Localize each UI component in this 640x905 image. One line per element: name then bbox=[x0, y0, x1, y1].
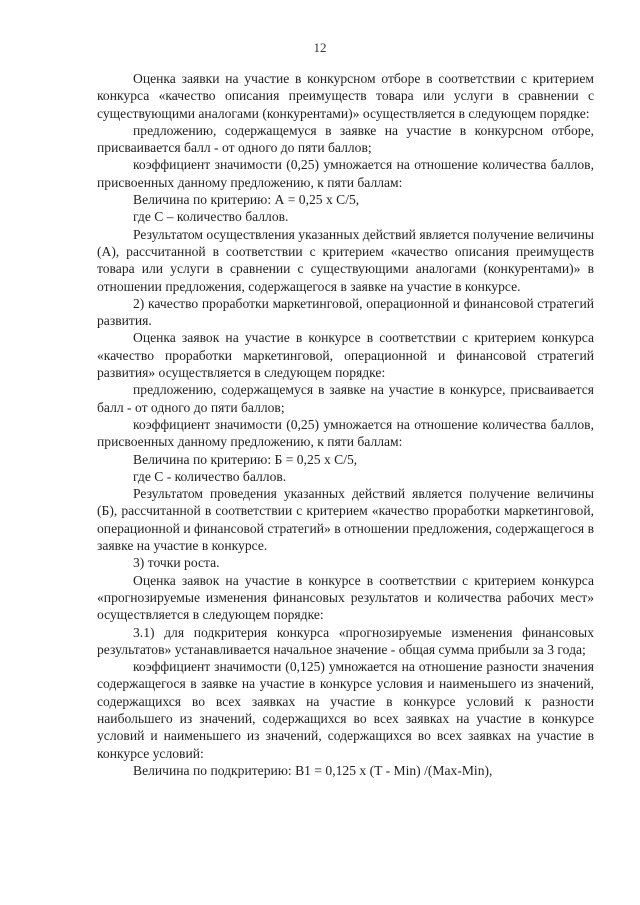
formula-criterion-a: Величина по критерию: А = 0,25 x С/5, bbox=[133, 192, 360, 208]
document-body bbox=[97, 70, 594, 779]
paragraph-subcriterion-coefficient: коэффициент значимости (0,125) умножается на отношение разности значения содержащегося в заявке на участие в конкурсе условия и наименьшего из значений, содержащихся во всех заявках на участие в конкурсе условий к разности наибольшего из значений, содержащихся во всех заявках на участие в конкурсе условий и наименьшего из значений, содержащихся во всех заявках на участие в конкурсе условий: bbox=[97, 659, 594, 761]
paragraph-points-assignment: предложению, содержащемуся в заявке на участие в конкурсе, присваивается балл - от одного до пяти баллов; bbox=[97, 382, 594, 415]
list-item-growth-points: 3) точки роста. bbox=[133, 555, 220, 571]
formula-criterion-b: Величина по критерию: Б = 0,25 x С/5, bbox=[133, 451, 358, 467]
paragraph-criterion-b-result: Результатом проведения указанных действий является получение величины (Б), рассчитанной в соответствии с критерием «качество проработки маркетинговой, операционной и финансовой стратегий» в отношении предложения, содержащегося в заявке на участие в конкурсе. bbox=[97, 486, 594, 554]
paragraph-subcriterion-3-1: 3.1) для подкритерия конкурса «прогнозируемые изменения финансовых результатов» устанавливается начальное значение - общая сумма прибыли за 3 года; bbox=[97, 624, 594, 657]
paragraph-criterion-v-intro: Оценка заявок на участие в конкурсе в соответствии с критерием конкурса «прогнозируемые изменения финансовых результатов и количества рабочих мест» осуществляется в следующем порядке: bbox=[97, 572, 594, 623]
formula-subcriterion-v1: Величина по подкритерию: В1 = 0,125 x (T - Min) /(Max-Min), bbox=[133, 762, 493, 778]
paragraph-criterion-a-result: Результатом осуществления указанных действий является получение величины (А), рассчитанной в соответствии с критерием «качество описания преимуществ товара или услуги в сравнении с существующими аналогами (конкурентами)» в отношении предложения, содержащегося в заявке на участие в конкурсе. bbox=[97, 226, 594, 294]
paragraph-criterion-a-intro: Оценка заявки на участие в конкурсном отборе в соответствии с критерием конкурса «качество описания преимуществ товара или услуги в сравнении с существующими аналогами (конкурентами)» осуществляется в следующем порядке: bbox=[97, 71, 594, 121]
page-number: 12 bbox=[313, 40, 327, 55]
formula-legend-c: где С – количество баллов. bbox=[133, 209, 289, 225]
paragraph-criterion-b-intro: Оценка заявок на участие в конкурсе в соответствии с критерием конкурса «качество проработки маркетинговой, операционной и финансовой стратегий развития» осуществляется в следующем порядке: bbox=[97, 330, 594, 381]
list-item-strategies: 2) качество проработки маркетинговой, операционной и финансовой стратегий развития. bbox=[97, 295, 594, 329]
formula-legend-c: где С - количество баллов. bbox=[133, 468, 287, 484]
paragraph-significance-coefficient: коэффициент значимости (0,25) умножается на отношение количества баллов, присвоенных данному предложению, к пяти баллам: bbox=[97, 157, 594, 190]
paragraph-points-assignment: предложению, содержащемуся в заявке на участие в конкурсном отборе, присваивается балл - от одного до пяти баллов; bbox=[97, 122, 594, 156]
paragraph-significance-coefficient: коэффициент значимости (0,25) умножается на отношение количества баллов, присвоенных данному предложению, к пяти баллам: bbox=[97, 416, 594, 450]
